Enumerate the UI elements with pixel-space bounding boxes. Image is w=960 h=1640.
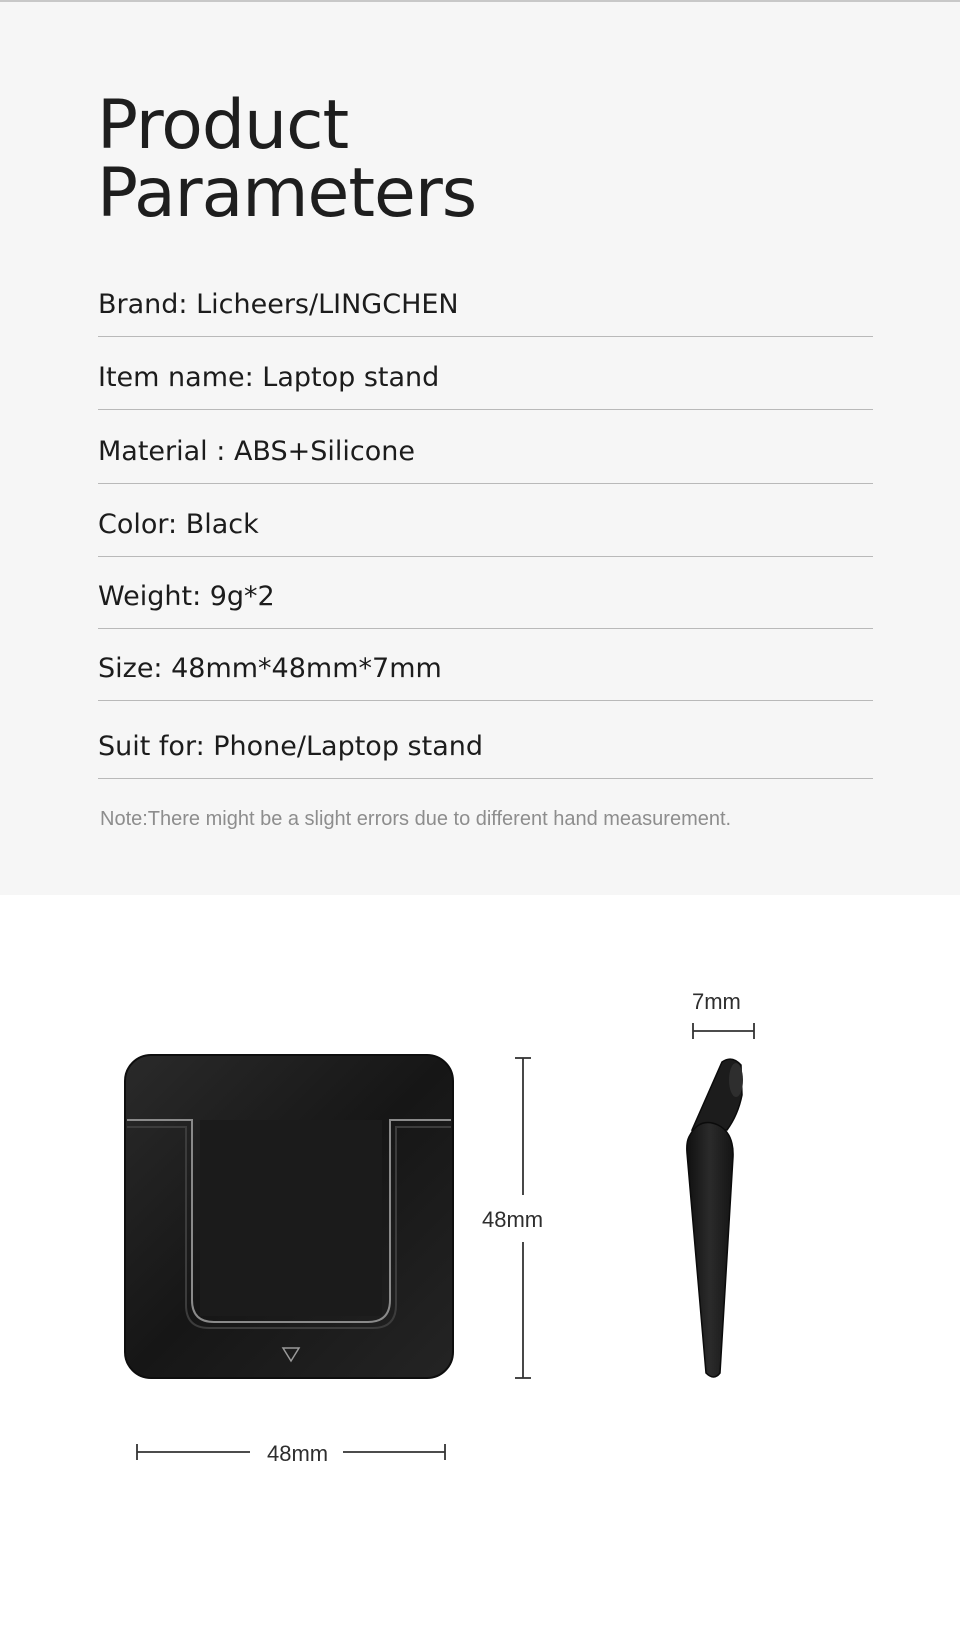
height-dimension-label: 48mm xyxy=(482,1207,544,1232)
param-row-item-name xyxy=(98,337,873,410)
param-row-color xyxy=(98,484,873,557)
param-row-size xyxy=(98,629,873,701)
dimension-diagram xyxy=(0,895,960,1640)
param-item-name: Item name: Laptop stand xyxy=(98,362,440,393)
param-row-weight xyxy=(98,557,873,629)
param-brand: Brand: Licheers/LINGCHEN xyxy=(98,289,459,320)
title-line-2: Parameters xyxy=(97,154,477,233)
thickness-dimension-label: 7mm xyxy=(692,989,741,1014)
param-size: Size: 48mm*48mm*7mm xyxy=(98,653,442,684)
param-row-material xyxy=(98,410,873,484)
param-material: Material : ABS+Silicone xyxy=(98,436,415,467)
page-title xyxy=(97,86,477,233)
measurement-note: Note:There might be a slight errors due to different hand measurement. xyxy=(100,808,732,830)
param-weight: Weight: 9g*2 xyxy=(98,581,275,612)
param-color: Color: Black xyxy=(98,509,259,540)
stand-front-view xyxy=(125,1055,453,1378)
thickness-dimension-line xyxy=(693,1023,754,1039)
param-row-brand xyxy=(98,270,873,337)
stand-side-view xyxy=(687,1059,743,1377)
width-dimension-label: 48mm xyxy=(267,1441,329,1466)
param-row-suit-for xyxy=(98,701,873,779)
param-suit-for: Suit for: Phone/Laptop stand xyxy=(98,731,483,762)
product-parameters-panel xyxy=(0,2,960,895)
product-illustration xyxy=(0,895,960,1640)
title-line-1: Product xyxy=(97,86,349,165)
